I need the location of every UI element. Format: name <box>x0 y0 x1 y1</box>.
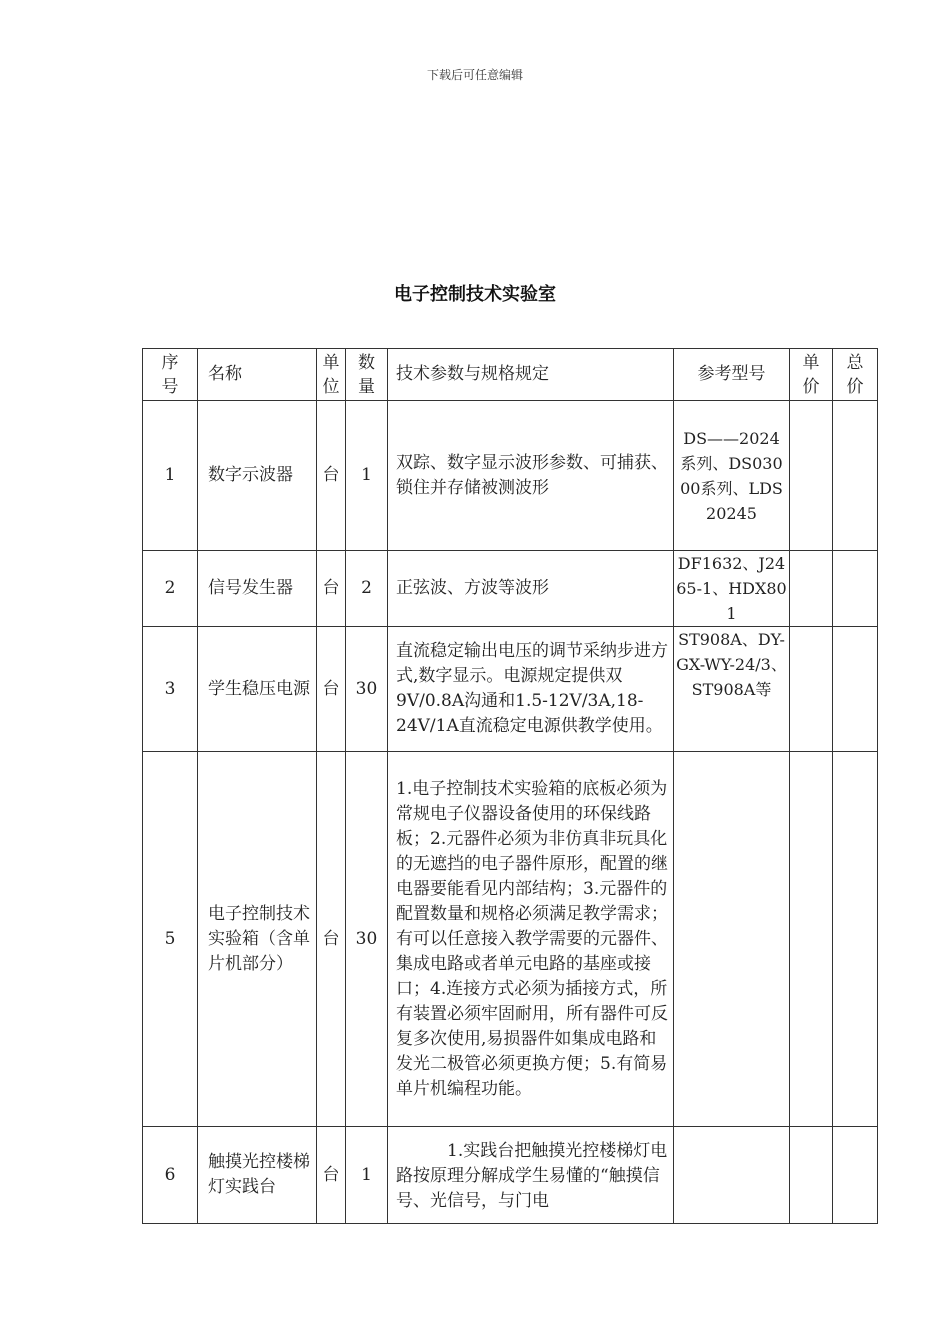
header-qty: 数量 <box>346 349 388 401</box>
row-no: 6 <box>143 1127 198 1224</box>
row-qty: 30 <box>346 752 388 1127</box>
row-spec: 1.电子控制技术实验箱的底板必须为常规电子仪器设备使用的环保线路板；2.元器件必须为非仿真非玩具化的无遮挡的电子器件原形，配置的继电器要能看见内部结构；3.元器件的配置数量和规格必须满足教学需求；有可以任意接入教学需要的元器件、集成电路或者单元电路的基座或接口；4.连接方式必须为插接方式，所有装置必须牢固耐用，所有器件可反复多次使用,易损器件如集成电路和发光二极管必须更换方便；5.有简易单片机编程功能。 <box>388 752 674 1127</box>
row-total-price <box>833 627 878 752</box>
table-row <box>143 627 878 752</box>
row-spec: 1.实践台把触摸光控楼梯灯电路按原理分解成学生易懂的“触摸信号、光信号，与门电 <box>388 1127 674 1224</box>
header-no: 序号 <box>143 349 198 401</box>
table-row <box>143 401 878 551</box>
row-unit-price <box>790 401 833 551</box>
row-qty: 2 <box>346 551 388 627</box>
row-model: DS——2024系列、DS03000系列、LDS20245 <box>674 401 790 551</box>
row-total-price <box>833 752 878 1127</box>
row-name: 信号发生器 <box>198 551 317 627</box>
row-unit: 台 <box>317 1127 346 1224</box>
row-total-price <box>833 401 878 551</box>
row-no: 2 <box>143 551 198 627</box>
row-unit: 台 <box>317 752 346 1127</box>
row-model: ST908A、DY-GX-WY-24/3、ST908A等 <box>674 627 790 752</box>
row-model <box>674 752 790 1127</box>
header-total-price: 总价 <box>833 349 878 401</box>
page-title: 电子控制技术实验室 <box>394 284 556 305</box>
row-unit: 台 <box>317 551 346 627</box>
header-model: 参考型号 <box>674 349 790 401</box>
row-unit-price <box>790 752 833 1127</box>
row-name: 学生稳压电源 <box>198 627 317 752</box>
row-total-price <box>833 551 878 627</box>
row-total-price <box>833 1127 878 1224</box>
row-unit-price <box>790 627 833 752</box>
row-spec: 双踪、数字显示波形参数、可捕获、锁住并存储被测波形 <box>388 401 674 551</box>
table-row <box>143 752 878 1127</box>
header-name: 名称 <box>198 349 317 401</box>
row-model: DF1632、J2465-1、HDX801 <box>674 551 790 627</box>
row-spec: 直流稳定输出电压的调节采纳步进方式,数字显示。电源规定提供双9V/0.8A沟通和1.5-12V/3A,18-24V/1A直流稳定电源供教学使用。 <box>388 627 674 752</box>
table-row <box>143 1127 878 1224</box>
equipment-table <box>142 348 878 1224</box>
row-name: 数字示波器 <box>198 401 317 551</box>
header-unit: 单位 <box>317 349 346 401</box>
row-no: 3 <box>143 627 198 752</box>
row-unit-price <box>790 1127 833 1224</box>
row-qty: 30 <box>346 627 388 752</box>
row-unit: 台 <box>317 401 346 551</box>
table-row <box>143 551 878 627</box>
table-header-row <box>143 349 878 401</box>
row-qty: 1 <box>346 401 388 551</box>
header-spec: 技术参数与规格规定 <box>388 349 674 401</box>
row-unit: 台 <box>317 627 346 752</box>
row-unit-price <box>790 551 833 627</box>
row-model <box>674 1127 790 1224</box>
header-unit-price: 单价 <box>790 349 833 401</box>
row-name: 电子控制技术实验箱（含单片机部分） <box>198 752 317 1127</box>
row-no: 1 <box>143 401 198 551</box>
row-no: 5 <box>143 752 198 1127</box>
header-note: 下载后可任意编辑 <box>426 68 523 82</box>
row-qty: 1 <box>346 1127 388 1224</box>
row-name: 触摸光控楼梯灯实践台 <box>198 1127 317 1224</box>
row-spec: 正弦波、方波等波形 <box>388 551 674 627</box>
